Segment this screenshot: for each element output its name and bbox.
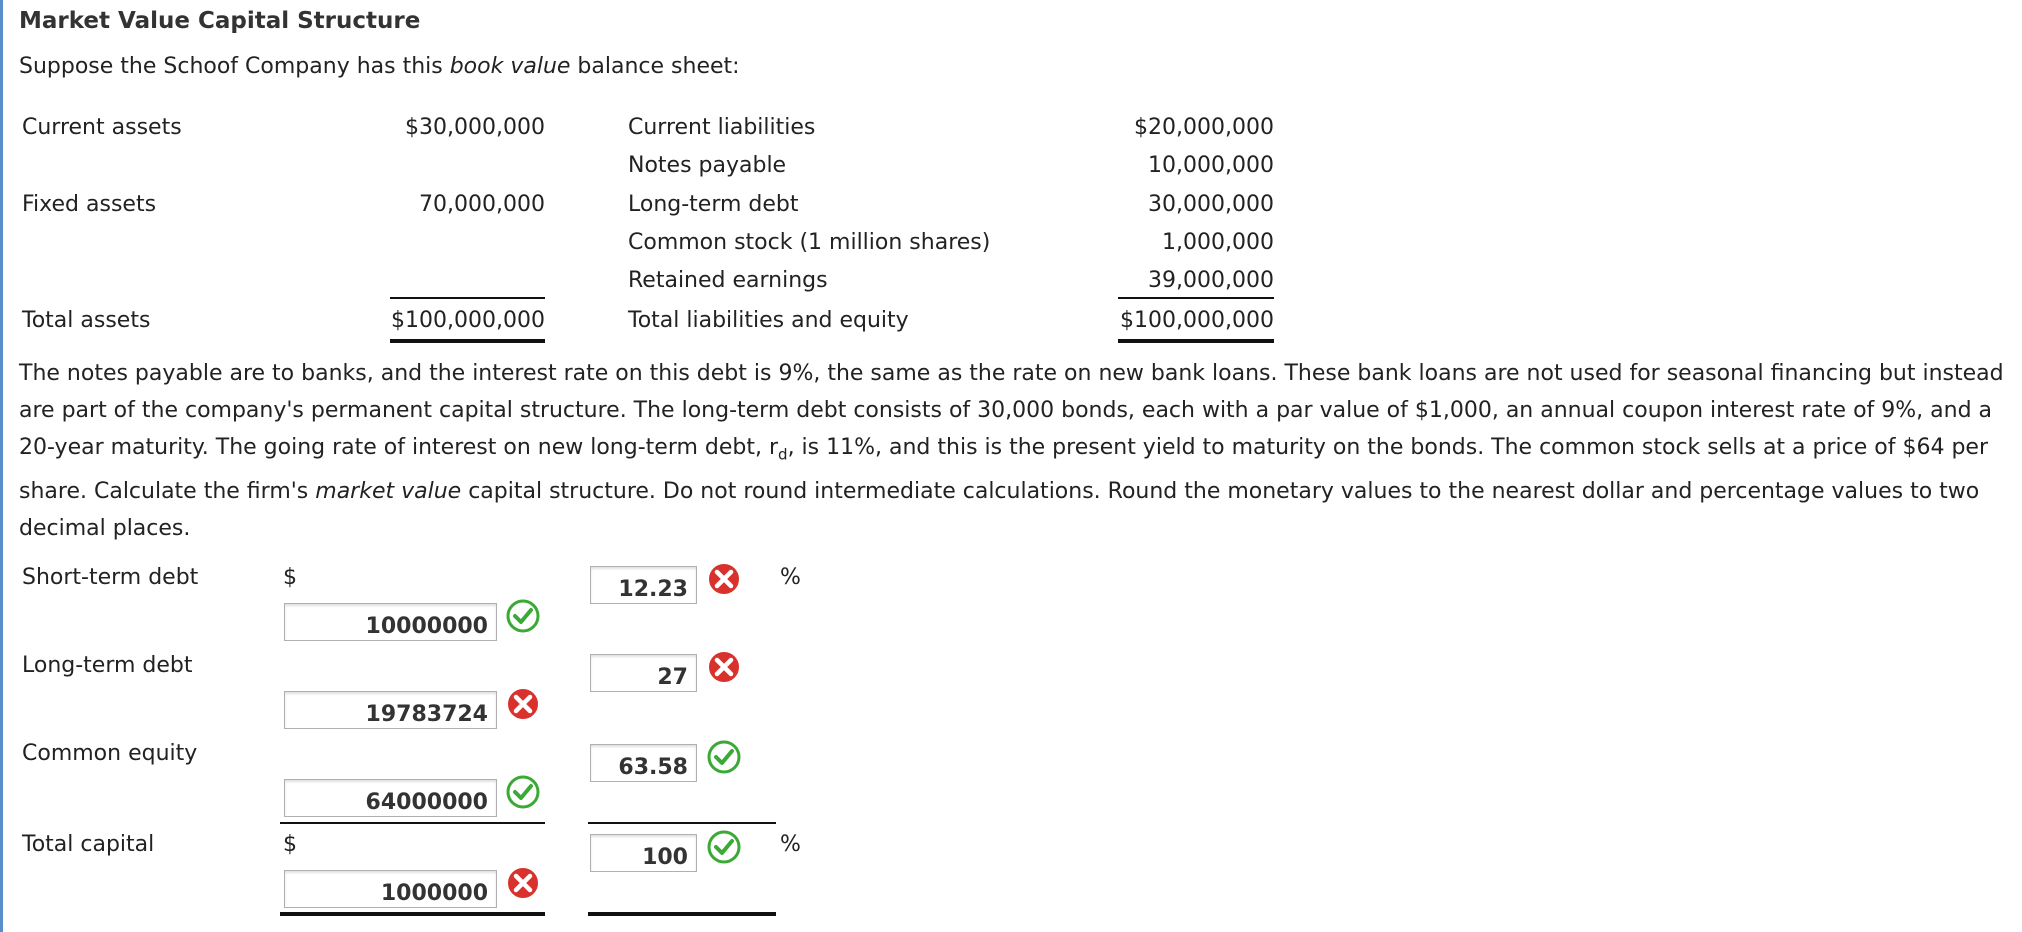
- liability-label-3: Common stock (1 million shares): [628, 230, 991, 255]
- total-capital-percent-input[interactable]: 100: [590, 834, 697, 872]
- row-label-common-equity: Common equity: [22, 741, 198, 766]
- current-assets-value: $30,000,000: [405, 115, 545, 140]
- intro-text: [19, 54, 740, 79]
- liability-value-4: 39,000,000: [1148, 268, 1274, 293]
- liabilities-double-underline: [1118, 339, 1274, 343]
- liability-value-0: $20,000,000: [1134, 115, 1274, 140]
- error-x-icon: [505, 865, 541, 901]
- paragraph-part1: The notes payable are to banks, and the interest rate on this debt is 9%, the same as the rate on new bank loans. These bank loans are not used for seasonal financing but instead are part of the company's permanent capital structure. The long-term debt consists of 30,000 bonds, each with a par value of $1,000, an annual coupon interest rate of 9%, and a 20-year maturity. The going rate of interest on new long-term debt, r: [19, 361, 2004, 460]
- liabilities-underline: [1118, 297, 1274, 299]
- percent-total-double-line: [588, 912, 776, 916]
- liability-value-3: 1,000,000: [1162, 230, 1274, 255]
- liability-value-1: 10,000,000: [1148, 153, 1274, 178]
- total-liabilities-label: Total liabilities and equity: [628, 308, 909, 333]
- liability-value-2: 30,000,000: [1148, 192, 1274, 217]
- problem-paragraph: [19, 355, 2014, 547]
- checkmark-icon: [706, 829, 742, 865]
- checkmark-icon: [706, 739, 742, 775]
- fixed-assets-value: 70,000,000: [419, 192, 545, 217]
- intro-pre: Suppose the Schoof Company has this: [19, 54, 450, 79]
- checkmark-icon: [505, 774, 541, 810]
- common-equity-amount-input[interactable]: 64000000: [284, 779, 497, 817]
- amount-subtotal-line: [280, 822, 545, 824]
- assets-underline: [390, 297, 545, 299]
- liability-label-4: Retained earnings: [628, 268, 828, 293]
- problem-title: Market Value Capital Structure: [19, 8, 421, 34]
- row-label-short-term-debt: Short-term debt: [22, 565, 199, 590]
- liability-label-2: Long-term debt: [628, 192, 799, 217]
- currency-symbol: $: [283, 565, 297, 590]
- currency-symbol: $: [283, 832, 297, 857]
- common-equity-percent-input[interactable]: 63.58: [590, 744, 697, 782]
- short-term-debt-amount-input[interactable]: 10000000: [284, 603, 497, 641]
- error-x-icon: [706, 561, 742, 597]
- long-term-debt-amount-input[interactable]: 19783724: [284, 691, 497, 729]
- long-term-debt-percent-input[interactable]: 27: [590, 654, 697, 692]
- percent-subtotal-line: [588, 822, 776, 824]
- paragraph-part2: , is 11%, and this is the present yield to maturity on the bonds. The common stock sells at a price of $64 per share. Calculate the firm's: [19, 435, 1989, 505]
- total-assets-label: Total assets: [22, 308, 151, 333]
- intro-post: balance sheet:: [570, 54, 740, 79]
- short-term-debt-percent-input[interactable]: 12.23: [590, 566, 697, 604]
- intro-emphasis: book value: [449, 54, 571, 79]
- error-x-icon: [706, 649, 742, 685]
- amount-total-double-line: [280, 912, 545, 916]
- assets-double-underline: [390, 339, 545, 343]
- checkmark-icon: [505, 598, 541, 634]
- total-assets-value: $100,000,000: [391, 308, 545, 333]
- error-x-icon: [505, 686, 541, 722]
- current-assets-label: Current assets: [22, 115, 182, 140]
- percent-symbol: %: [780, 565, 801, 590]
- liability-label-1: Notes payable: [628, 153, 787, 178]
- percent-symbol: %: [780, 832, 801, 857]
- fixed-assets-label: Fixed assets: [22, 192, 157, 217]
- paragraph-subscript: d: [778, 445, 788, 464]
- row-label-total-capital: Total capital: [22, 832, 155, 857]
- liability-label-0: Current liabilities: [628, 115, 816, 140]
- row-label-long-term-debt: Long-term debt: [22, 653, 193, 678]
- paragraph-emphasis: market value: [315, 479, 462, 505]
- total-capital-amount-input[interactable]: 1000000: [284, 870, 497, 908]
- total-liabilities-value: $100,000,000: [1120, 308, 1274, 333]
- paragraph-part3: capital structure. Do not round intermediate calculations. Round the monetary values to the nearest dollar and percentage values to two decimal places.: [19, 479, 1980, 542]
